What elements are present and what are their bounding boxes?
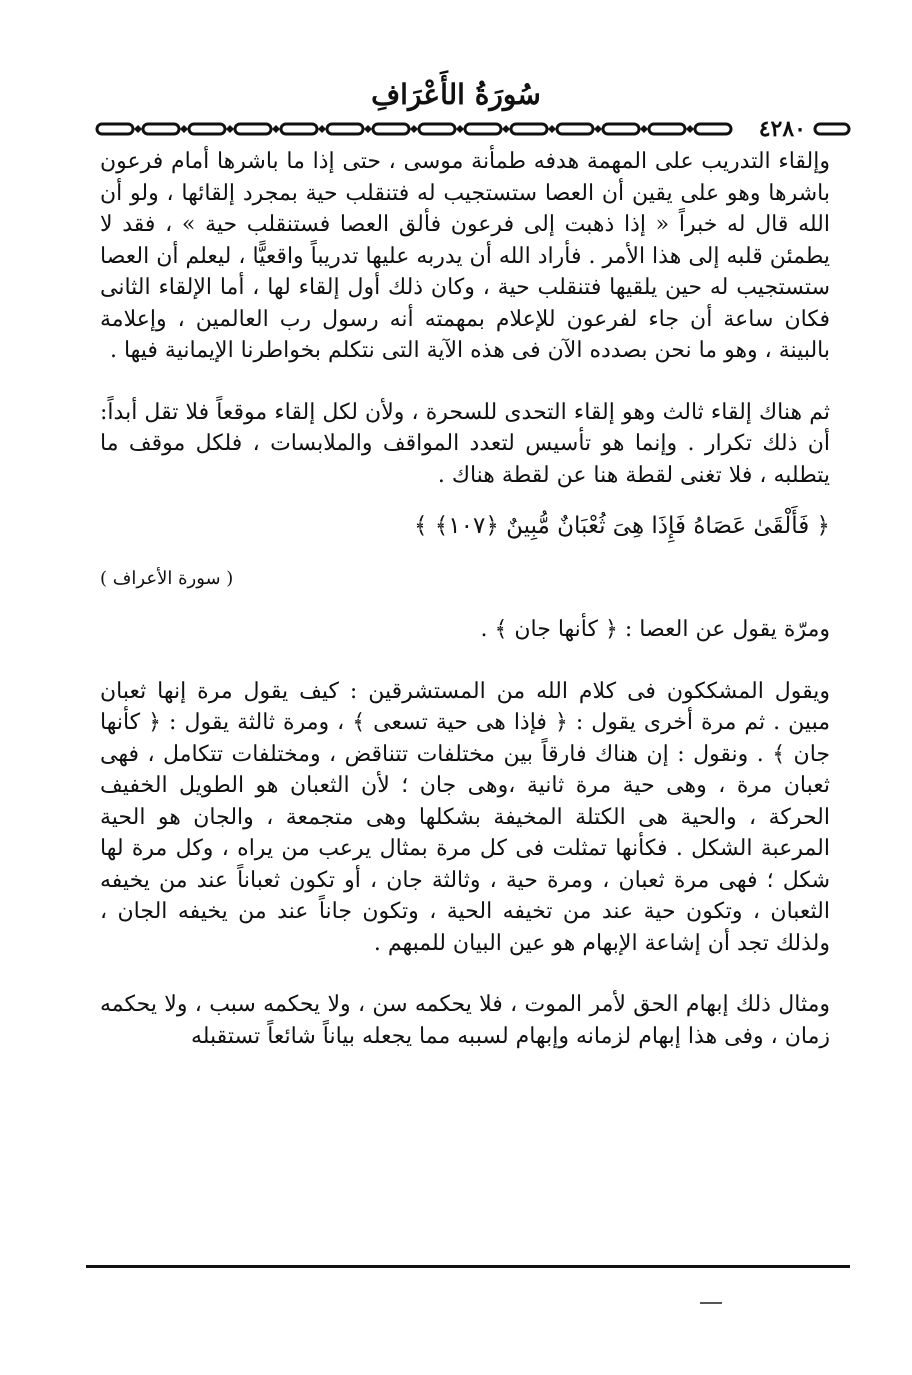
page-mark [700,1302,722,1304]
paragraph: ثم هناك إلقاء ثالث وهو إلقاء التحدى للسحرة ، ولأن لكل إلقاء موقعاً فلا تقل أبداً: أن ذلك تكرار . وإنما هو تأسيس لتعدد المواقف والملابسات ، فلكل موقف ما يتطلبه ، فلا تغنى لقطة هنا عن لقطة هناك . [100,399,830,488]
paragraph: ويقول المشككون فى كلام الله من المستشرقين : كيف يقول مرة إنها ثعبان مبين . ثم مرة أخرى يقول : ﴿ فإذا هى حية تسعى ﴾ ، ومرة ثالثة يقول : ﴿ كأنها جان ﴾ . ونقول : إن هناك فارقاً بين مختلفات تتناقض ، ومختلفات تتكامل ، فهى ثعبان مرة ، وهى حية مرة ثانية ،وهى جان ؛ لأن الثعبان هو الطويل الخفيف الحركة ، والحية هى الكتلة المخيفة بشكلها وهى متجمعة ، والجان هو الحية المرعبة الشكل . فكأنها تمثلت فى كل مرة بمثال يرعب من يراه ، وكل مرة لها شكل ؛ فهى مرة ثعبان ، ومرة حية ، وثالثة جان ، أو تكون ثعباناً عند من يخيفه الثعبان ، وتكون حية عند من تخيفه الحية ، وتكون جاناً عند من يخيفه الجان ، ولذلك تجد أن إشاعة الإبهام هو عين البيان للمبهم . [100,678,830,956]
chain-ornament-icon [812,118,854,140]
paragraph: ومثال ذلك إبهام الحق لأمر الموت ، فلا يحكمه سن ، ولا يحكمه سبب ، ولا يحكمه زمان ، وفى هذا إبهام لزمانه وإبهام لسببه مما يجعله بياناً شائعاً تستقبله [100,992,830,1049]
page-number: ٤٢٨٠ [758,116,806,142]
body-text [100,146,830,1052]
footer-rule [86,1265,850,1268]
chain-ornament-icon [93,118,753,140]
surah-title: سُورَةُ الأَعْرَافِ [371,78,541,111]
paragraph: وإلقاء التدريب على المهمة هدفه طمأنة موسى ، حتى إذا ما باشرها أمام فرعون باشرها وهو على يقين أن العصا ستستجيب له فتنقلب حية بمجرد إلقائها ، ولو أن الله قال له خبراً « إذا ذهبت إلى فرعون فألق العصا فستنقلب حية » ، فقد لا يطمئن قلبه إلى هذا الأمر . فأراد الله أن يدربه عليها تدريباً واقعيًّا ، ليعلم أن العصا ستستجيب له حين يلقيها فتنقلب حية ، وكان ذلك أول إلقاء لها ، أما الإلقاء الثانى فكان ساعة أن جاء لفرعون للإعلام بمهمته أنه رسول رب العالمين ، وإعلامة بالبينة ، وهو ما نحن بصدده الآن فى هذه الآية التى نتكلم بخواطرنا الإيمانية فيها . [100,149,830,363]
paragraph: ومرّة يقول عن العصا : ﴿ كأنها جان ﴾ . [480,617,830,642]
quran-verse: ﴿ فَأَلْقَىٰ عَصَاهُ فَإِذَا هِىَ ثُعْبَانٌ مُّبِينٌ ﴿١٠٧﴾ ﴾ [414,513,830,539]
verse-reference: ( سورة الأعراف ) [100,567,234,589]
header-ornament-rule [86,118,854,140]
